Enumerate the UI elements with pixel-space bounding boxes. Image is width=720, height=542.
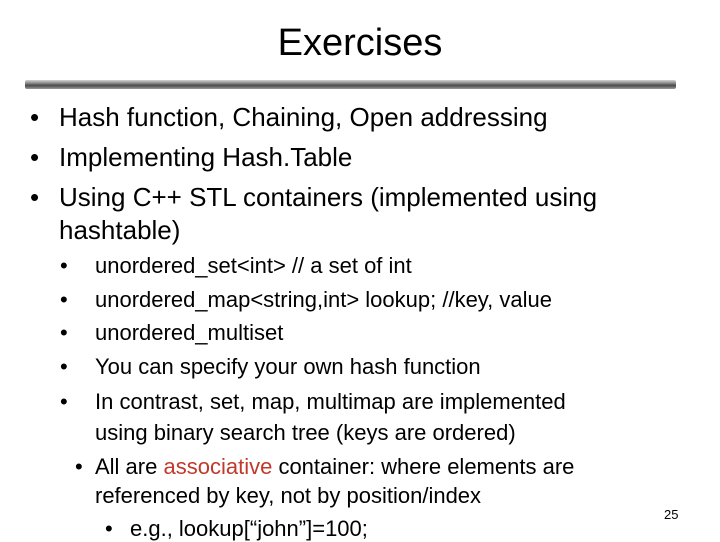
sub-bullet-unordered-multiset: unordered_multiset (95, 320, 284, 345)
bullet-marker: • (30, 102, 40, 132)
sub-bullet-marker: • (60, 354, 68, 379)
associative-note (95, 454, 574, 480)
sub-bullet-unordered-set: unordered_set<int> // a set of int (95, 253, 412, 278)
example-lookup: e.g., lookup[“john”]=100; (130, 516, 368, 541)
bullet-marker: • (30, 142, 40, 172)
sub-bullet-marker: • (60, 253, 68, 278)
sub-bullet-in-contrast: In contrast, set, map, multimap are implemented (95, 389, 566, 414)
example-bullet-marker: • (105, 516, 113, 541)
sub-bullet-unordered-map: unordered_map<string,int> lookup; //key, value (95, 287, 552, 312)
page-number: 25 (664, 507, 679, 522)
sub-bullet-marker: • (60, 389, 68, 414)
bullet-stl-containers-continued: hashtable) (59, 215, 181, 245)
bullet-marker: • (30, 182, 40, 212)
associative-note-before: All are (95, 454, 164, 479)
sub-bullet-in-contrast-continued: using binary search tree (keys are ordered) (95, 420, 516, 445)
sub-sub-bullet-marker: • (75, 454, 83, 479)
sub-bullet-own-hash-function: You can specify your own hash function (95, 354, 481, 379)
bullet-hash-function: Hash function, Chaining, Open addressing (59, 102, 548, 132)
associative-note-after: container: where elements are (272, 454, 575, 479)
sub-bullet-marker: • (60, 320, 68, 345)
slide-title: Exercises (277, 22, 443, 64)
bullet-stl-containers: Using C++ STL containers (implemented using (59, 182, 598, 212)
sub-bullet-marker: • (60, 287, 68, 312)
title-divider (25, 80, 676, 89)
associative-highlight: associative (163, 454, 273, 479)
associative-note-continued: referenced by key, not by position/index (95, 483, 482, 508)
bullet-implementing-hashtable: Implementing Hash.Table (59, 142, 353, 172)
